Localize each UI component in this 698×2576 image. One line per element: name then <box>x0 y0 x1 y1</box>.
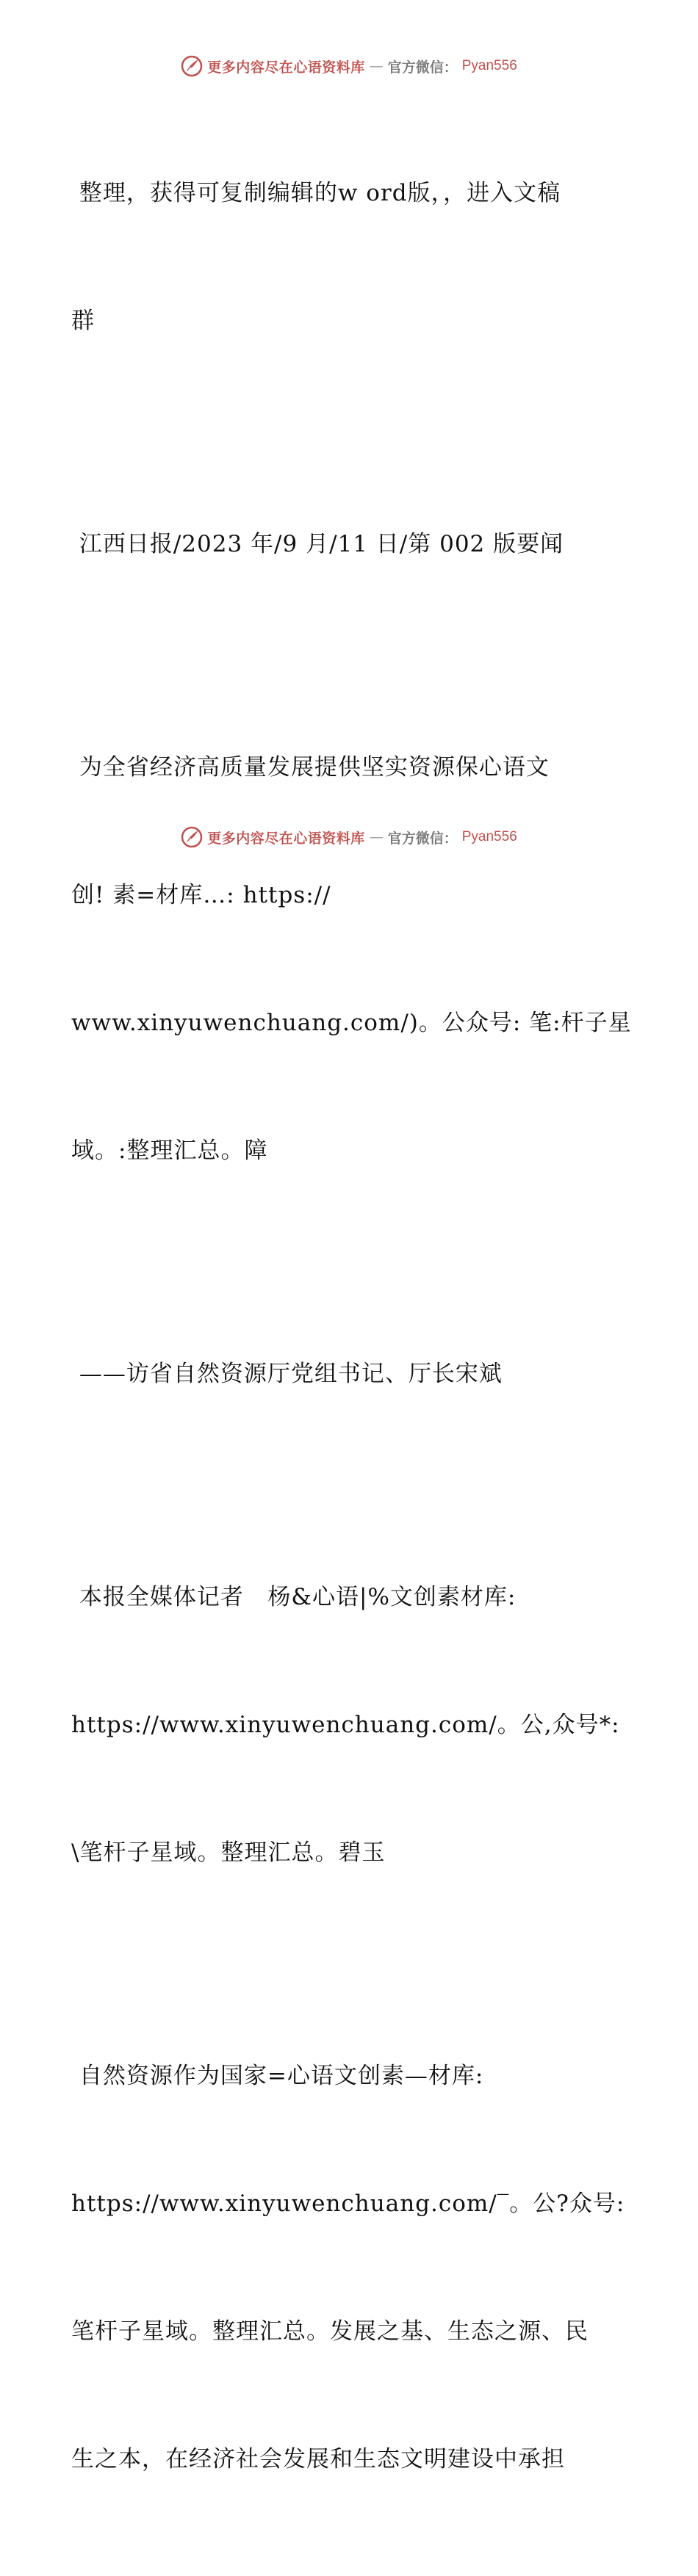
text-line: 为全省经济高质量发展提供坚实资源保心语文 <box>71 754 550 781</box>
text-line: 笔杆子星域。整理汇总。发展之基、生态之源、民 <box>71 2318 589 2345</box>
text-line: https://www.xinyuwenchuang.com/。公,众号*: <box>71 1712 620 1738</box>
header-contact-id: Pyan556 <box>461 58 517 73</box>
footer-slogan: 更多内容尽在心语资料库 <box>207 830 365 847</box>
paragraph-source <box>71 438 630 651</box>
feather-quill-icon <box>181 55 203 77</box>
footer-banner <box>0 822 698 852</box>
footer-separator: — <box>369 829 384 845</box>
text-line: ——访省自然资源厅党组书记、厅长宋斌 <box>71 1361 503 1387</box>
text-line: 整理，获得可复制编辑的w ord版，，进入文稿 <box>71 180 561 206</box>
paragraph-intro <box>71 87 630 427</box>
footer-contact-id: Pyan556 <box>461 829 517 844</box>
text-line: 本报全媒体记者 杨&心语|%文创素材库: <box>71 1584 517 1610</box>
text-line: 域。:整理汇总。障 <box>71 1137 268 1164</box>
text-line: www.xinyuwenchuang.com/)。公众号: 笔:杆子星 <box>71 1010 632 1036</box>
header-separator: — <box>369 58 384 74</box>
header-contact-label: 官方微信： <box>387 59 458 76</box>
document-body <box>71 87 630 2576</box>
paragraph-body <box>71 1969 630 2566</box>
header-slogan: 更多内容尽在心语资料库 <box>207 59 365 76</box>
feather-quill-icon <box>181 826 203 848</box>
text-line: https://www.xinyuwenchuang.com/‾。公?众号: <box>71 2190 625 2217</box>
text-line: \笔杆子星域。整理汇总。碧玉 <box>71 1839 386 1866</box>
text-line: 江西日报/2023 年/9 月/11 日/第 002 版要闻 <box>71 531 564 557</box>
paragraph-byline <box>71 1491 630 1959</box>
text-line: 自然资源作为国家=心语文创素—材库: <box>71 2063 484 2089</box>
footer-contact-label: 官方微信： <box>387 830 458 847</box>
text-line: 生之本，在经济社会发展和生态文明建设中承担 <box>71 2446 565 2472</box>
header-banner <box>0 51 698 81</box>
text-line: 创! 素=材库…: https:// <box>71 882 331 908</box>
paragraph-subheadline <box>71 1267 630 1480</box>
paragraph-headline <box>71 661 630 1257</box>
text-line: 群 <box>71 308 95 334</box>
